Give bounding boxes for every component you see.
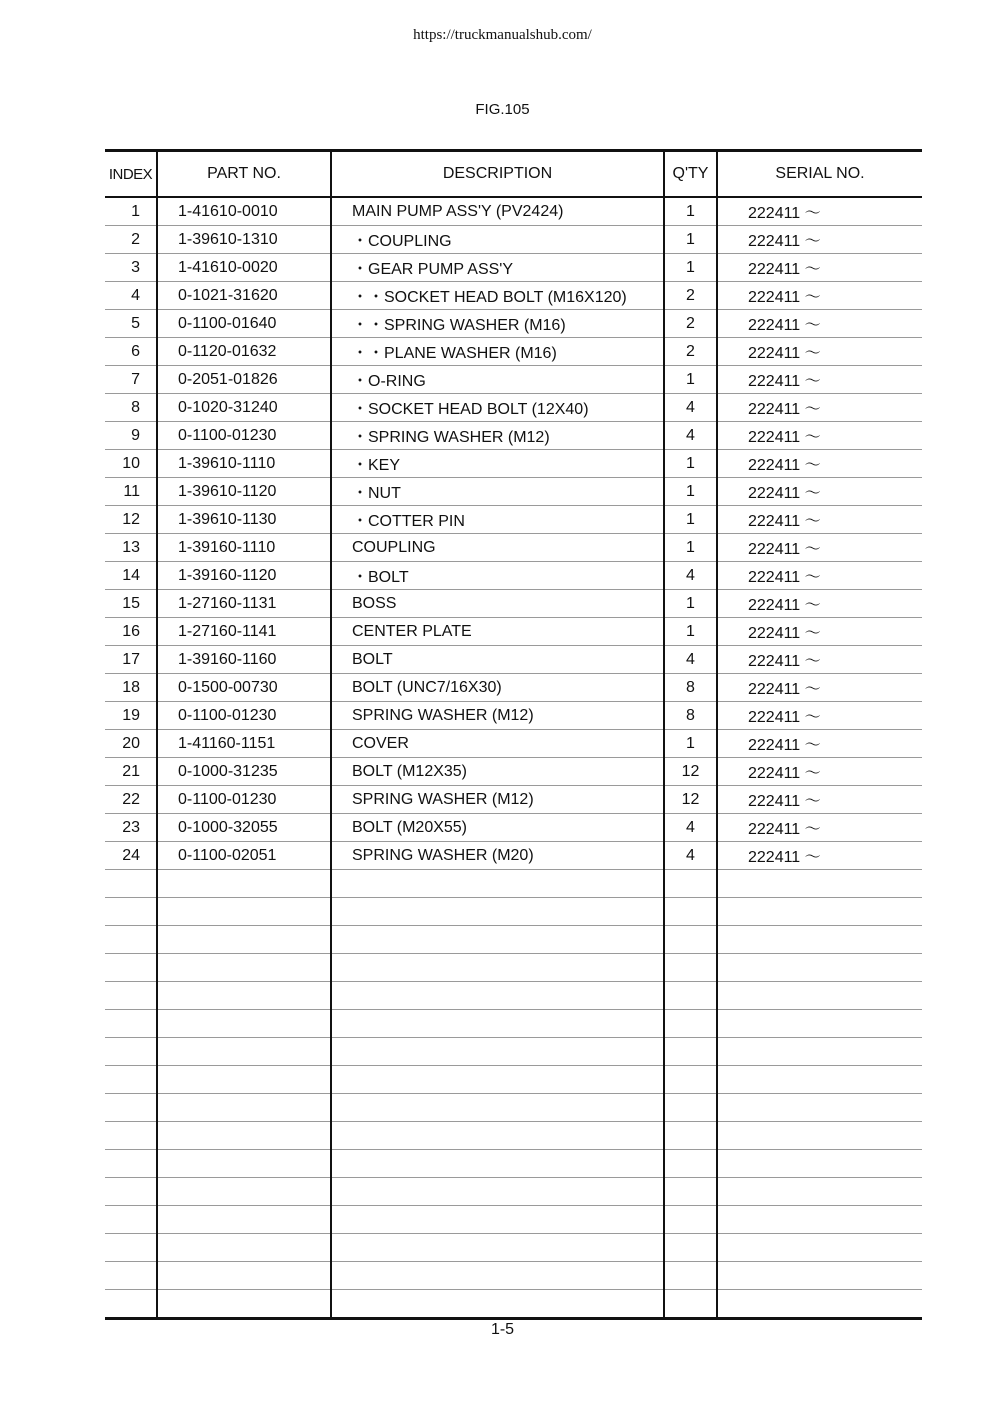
empty-cell-index bbox=[105, 926, 157, 954]
table-row bbox=[105, 618, 922, 646]
cell-description: ・KEY bbox=[331, 450, 664, 478]
empty-cell-description bbox=[331, 1010, 664, 1038]
cell-index: 1 bbox=[105, 197, 157, 226]
empty-cell-part-no bbox=[157, 898, 331, 926]
cell-serial-no: 222411 ～ bbox=[717, 506, 922, 534]
cell-description: BOLT (UNC7/16X30) bbox=[331, 674, 664, 702]
cell-description: CENTER PLATE bbox=[331, 618, 664, 646]
empty-cell-qty bbox=[664, 1178, 717, 1206]
cell-index: 9 bbox=[105, 422, 157, 450]
empty-table-row bbox=[105, 1206, 922, 1234]
table-row bbox=[105, 646, 922, 674]
cell-serial-no: 222411 ～ bbox=[717, 562, 922, 590]
cell-description: ・・SOCKET HEAD BOLT (M16X120) bbox=[331, 282, 664, 310]
cell-serial-no: 222411 ～ bbox=[717, 702, 922, 730]
cell-description: BOSS bbox=[331, 590, 664, 618]
empty-table-row bbox=[105, 1010, 922, 1038]
cell-qty: 1 bbox=[664, 618, 717, 646]
empty-cell-description bbox=[331, 1150, 664, 1178]
empty-cell-part-no bbox=[157, 1122, 331, 1150]
empty-cell-part-no bbox=[157, 1290, 331, 1319]
cell-serial-no: 222411 ～ bbox=[717, 338, 922, 366]
cell-description: ・SOCKET HEAD BOLT (12X40) bbox=[331, 394, 664, 422]
empty-cell-serial-no bbox=[717, 1094, 922, 1122]
cell-description: ・COUPLING bbox=[331, 226, 664, 254]
empty-cell-serial-no bbox=[717, 1262, 922, 1290]
empty-cell-index bbox=[105, 1010, 157, 1038]
column-header-serial-no: SERIAL NO. bbox=[717, 151, 922, 198]
table-header-row bbox=[105, 151, 922, 198]
empty-cell-serial-no bbox=[717, 1066, 922, 1094]
empty-cell-part-no bbox=[157, 1038, 331, 1066]
empty-cell-qty bbox=[664, 1066, 717, 1094]
parts-table bbox=[105, 149, 922, 1320]
empty-cell-serial-no bbox=[717, 954, 922, 982]
empty-cell-description bbox=[331, 1262, 664, 1290]
cell-part-no: 1-27160-1131 bbox=[157, 590, 331, 618]
cell-qty: 8 bbox=[664, 702, 717, 730]
empty-cell-serial-no bbox=[717, 1234, 922, 1262]
cell-serial-no: 222411 ～ bbox=[717, 534, 922, 562]
empty-cell-description bbox=[331, 1122, 664, 1150]
table-row bbox=[105, 310, 922, 338]
cell-qty: 1 bbox=[664, 730, 717, 758]
empty-cell-description bbox=[331, 1094, 664, 1122]
cell-qty: 2 bbox=[664, 282, 717, 310]
empty-table-row bbox=[105, 870, 922, 898]
empty-cell-description bbox=[331, 1066, 664, 1094]
empty-table-row bbox=[105, 1234, 922, 1262]
empty-cell-index bbox=[105, 1262, 157, 1290]
empty-cell-index bbox=[105, 898, 157, 926]
cell-description: SPRING WASHER (M20) bbox=[331, 842, 664, 870]
table-row bbox=[105, 842, 922, 870]
cell-qty: 1 bbox=[664, 197, 717, 226]
cell-description: ・・PLANE WASHER (M16) bbox=[331, 338, 664, 366]
cell-part-no: 1-41610-0020 bbox=[157, 254, 331, 282]
empty-cell-serial-no bbox=[717, 1290, 922, 1319]
cell-qty: 12 bbox=[664, 758, 717, 786]
cell-qty: 1 bbox=[664, 366, 717, 394]
empty-cell-index bbox=[105, 1066, 157, 1094]
empty-cell-description bbox=[331, 1178, 664, 1206]
cell-serial-no: 222411 ～ bbox=[717, 478, 922, 506]
empty-cell-qty bbox=[664, 1290, 717, 1319]
cell-part-no: 0-1000-31235 bbox=[157, 758, 331, 786]
cell-serial-no: 222411 ～ bbox=[717, 422, 922, 450]
cell-serial-no: 222411 ～ bbox=[717, 730, 922, 758]
column-header-qty: Q'TY bbox=[664, 151, 717, 198]
table-row bbox=[105, 282, 922, 310]
empty-cell-index bbox=[105, 870, 157, 898]
table-row bbox=[105, 338, 922, 366]
cell-description: BOLT bbox=[331, 646, 664, 674]
cell-index: 11 bbox=[105, 478, 157, 506]
empty-table-row bbox=[105, 1066, 922, 1094]
cell-part-no: 1-39160-1120 bbox=[157, 562, 331, 590]
empty-cell-part-no bbox=[157, 1010, 331, 1038]
table-row bbox=[105, 254, 922, 282]
cell-part-no: 1-27160-1141 bbox=[157, 618, 331, 646]
cell-description: ・GEAR PUMP ASS'Y bbox=[331, 254, 664, 282]
cell-serial-no: 222411 ～ bbox=[717, 394, 922, 422]
cell-qty: 4 bbox=[664, 814, 717, 842]
cell-serial-no: 222411 ～ bbox=[717, 842, 922, 870]
cell-qty: 2 bbox=[664, 310, 717, 338]
cell-description: ・・SPRING WASHER (M16) bbox=[331, 310, 664, 338]
empty-cell-qty bbox=[664, 926, 717, 954]
cell-qty: 1 bbox=[664, 226, 717, 254]
cell-qty: 1 bbox=[664, 534, 717, 562]
table-row bbox=[105, 562, 922, 590]
cell-description: ・NUT bbox=[331, 478, 664, 506]
empty-cell-part-no bbox=[157, 870, 331, 898]
empty-cell-description bbox=[331, 1038, 664, 1066]
empty-cell-serial-no bbox=[717, 1206, 922, 1234]
cell-qty: 1 bbox=[664, 506, 717, 534]
empty-cell-part-no bbox=[157, 1178, 331, 1206]
cell-part-no: 0-1120-01632 bbox=[157, 338, 331, 366]
table-row bbox=[105, 730, 922, 758]
table-row bbox=[105, 450, 922, 478]
empty-table-row bbox=[105, 898, 922, 926]
empty-cell-description bbox=[331, 926, 664, 954]
empty-cell-part-no bbox=[157, 1150, 331, 1178]
empty-cell-index bbox=[105, 1094, 157, 1122]
cell-description: ・O-RING bbox=[331, 366, 664, 394]
page-number: 1-5 bbox=[490, 1321, 515, 1338]
cell-description: COVER bbox=[331, 730, 664, 758]
cell-part-no: 0-1100-01230 bbox=[157, 422, 331, 450]
cell-serial-no: 222411 ～ bbox=[717, 618, 922, 646]
cell-serial-no: 222411 ～ bbox=[717, 758, 922, 786]
empty-cell-qty bbox=[664, 1150, 717, 1178]
cell-serial-no: 222411 ～ bbox=[717, 366, 922, 394]
table-row bbox=[105, 422, 922, 450]
cell-index: 17 bbox=[105, 646, 157, 674]
table-row bbox=[105, 226, 922, 254]
cell-serial-no: 222411 ～ bbox=[717, 590, 922, 618]
cell-qty: 4 bbox=[664, 842, 717, 870]
empty-cell-serial-no bbox=[717, 898, 922, 926]
empty-cell-index bbox=[105, 982, 157, 1010]
empty-cell-part-no bbox=[157, 926, 331, 954]
cell-part-no: 1-39610-1110 bbox=[157, 450, 331, 478]
empty-cell-description bbox=[331, 1234, 664, 1262]
cell-part-no: 1-39160-1160 bbox=[157, 646, 331, 674]
empty-cell-qty bbox=[664, 1262, 717, 1290]
cell-qty: 4 bbox=[664, 646, 717, 674]
cell-index: 16 bbox=[105, 618, 157, 646]
cell-qty: 1 bbox=[664, 590, 717, 618]
table-row bbox=[105, 366, 922, 394]
empty-cell-part-no bbox=[157, 1262, 331, 1290]
cell-part-no: 1-41610-0010 bbox=[157, 197, 331, 226]
cell-part-no: 0-1100-01230 bbox=[157, 786, 331, 814]
empty-cell-qty bbox=[664, 1038, 717, 1066]
cell-index: 12 bbox=[105, 506, 157, 534]
cell-part-no: 0-1500-00730 bbox=[157, 674, 331, 702]
empty-table-row bbox=[105, 1038, 922, 1066]
cell-index: 2 bbox=[105, 226, 157, 254]
cell-qty: 2 bbox=[664, 338, 717, 366]
cell-part-no: 1-41160-1151 bbox=[157, 730, 331, 758]
empty-cell-serial-no bbox=[717, 982, 922, 1010]
cell-index: 20 bbox=[105, 730, 157, 758]
cell-qty: 1 bbox=[664, 478, 717, 506]
cell-serial-no: 222411 ～ bbox=[717, 646, 922, 674]
empty-cell-qty bbox=[664, 1234, 717, 1262]
empty-cell-qty bbox=[664, 870, 717, 898]
cell-serial-no: 222411 ～ bbox=[717, 310, 922, 338]
cell-index: 14 bbox=[105, 562, 157, 590]
empty-cell-part-no bbox=[157, 1206, 331, 1234]
empty-cell-description bbox=[331, 1290, 664, 1319]
cell-index: 10 bbox=[105, 450, 157, 478]
empty-cell-part-no bbox=[157, 1234, 331, 1262]
cell-serial-no: 222411 ～ bbox=[717, 814, 922, 842]
cell-serial-no: 222411 ～ bbox=[717, 197, 922, 226]
empty-cell-serial-no bbox=[717, 870, 922, 898]
cell-part-no: 1-39610-1310 bbox=[157, 226, 331, 254]
empty-cell-description bbox=[331, 898, 664, 926]
cell-serial-no: 222411 ～ bbox=[717, 786, 922, 814]
cell-part-no: 0-1000-32055 bbox=[157, 814, 331, 842]
cell-description: MAIN PUMP ASS'Y (PV2424) bbox=[331, 197, 664, 226]
empty-cell-part-no bbox=[157, 982, 331, 1010]
cell-part-no: 0-1100-02051 bbox=[157, 842, 331, 870]
table-row bbox=[105, 506, 922, 534]
cell-description: ・BOLT bbox=[331, 562, 664, 590]
empty-cell-part-no bbox=[157, 1066, 331, 1094]
cell-description: ・COTTER PIN bbox=[331, 506, 664, 534]
cell-serial-no: 222411 ～ bbox=[717, 450, 922, 478]
empty-table-row bbox=[105, 1290, 922, 1319]
empty-cell-serial-no bbox=[717, 1178, 922, 1206]
cell-index: 22 bbox=[105, 786, 157, 814]
empty-cell-description bbox=[331, 954, 664, 982]
table-row bbox=[105, 590, 922, 618]
cell-part-no: 1-39610-1130 bbox=[157, 506, 331, 534]
cell-serial-no: 222411 ～ bbox=[717, 282, 922, 310]
cell-description: BOLT (M12X35) bbox=[331, 758, 664, 786]
column-header-index: INDEX bbox=[105, 151, 157, 198]
table-row bbox=[105, 478, 922, 506]
column-header-description: DESCRIPTION bbox=[331, 151, 664, 198]
cell-index: 19 bbox=[105, 702, 157, 730]
cell-index: 23 bbox=[105, 814, 157, 842]
cell-description: ・SPRING WASHER (M12) bbox=[331, 422, 664, 450]
empty-cell-serial-no bbox=[717, 1122, 922, 1150]
empty-table-row bbox=[105, 1262, 922, 1290]
table-row bbox=[105, 534, 922, 562]
cell-part-no: 1-39160-1110 bbox=[157, 534, 331, 562]
empty-cell-qty bbox=[664, 1206, 717, 1234]
cell-description: BOLT (M20X55) bbox=[331, 814, 664, 842]
cell-description: SPRING WASHER (M12) bbox=[331, 702, 664, 730]
empty-cell-qty bbox=[664, 1122, 717, 1150]
empty-table-row bbox=[105, 954, 922, 982]
empty-cell-description bbox=[331, 1206, 664, 1234]
cell-index: 8 bbox=[105, 394, 157, 422]
cell-index: 18 bbox=[105, 674, 157, 702]
empty-cell-qty bbox=[664, 1010, 717, 1038]
parts-table-body bbox=[105, 197, 922, 1319]
figure-title: FIG.105 bbox=[475, 101, 530, 118]
source-url: https://truckmanualshub.com/ bbox=[413, 27, 592, 43]
empty-cell-part-no bbox=[157, 954, 331, 982]
empty-cell-index bbox=[105, 1150, 157, 1178]
cell-qty: 8 bbox=[664, 674, 717, 702]
empty-table-row bbox=[105, 926, 922, 954]
empty-cell-index bbox=[105, 1178, 157, 1206]
cell-index: 24 bbox=[105, 842, 157, 870]
cell-part-no: 0-2051-01826 bbox=[157, 366, 331, 394]
empty-cell-index bbox=[105, 1122, 157, 1150]
cell-qty: 4 bbox=[664, 562, 717, 590]
table-row bbox=[105, 758, 922, 786]
cell-part-no: 0-1100-01230 bbox=[157, 702, 331, 730]
cell-part-no: 1-39610-1120 bbox=[157, 478, 331, 506]
empty-cell-index bbox=[105, 954, 157, 982]
empty-cell-qty bbox=[664, 898, 717, 926]
table-row bbox=[105, 394, 922, 422]
empty-table-row bbox=[105, 1122, 922, 1150]
empty-cell-serial-no bbox=[717, 1150, 922, 1178]
table-row bbox=[105, 814, 922, 842]
table-row bbox=[105, 674, 922, 702]
empty-cell-serial-no bbox=[717, 1010, 922, 1038]
empty-cell-description bbox=[331, 982, 664, 1010]
empty-cell-index bbox=[105, 1038, 157, 1066]
cell-index: 3 bbox=[105, 254, 157, 282]
empty-table-row bbox=[105, 1150, 922, 1178]
cell-qty: 12 bbox=[664, 786, 717, 814]
empty-cell-index bbox=[105, 1206, 157, 1234]
empty-cell-description bbox=[331, 870, 664, 898]
table-row bbox=[105, 702, 922, 730]
cell-part-no: 0-1020-31240 bbox=[157, 394, 331, 422]
empty-cell-serial-no bbox=[717, 1038, 922, 1066]
cell-qty: 4 bbox=[664, 422, 717, 450]
cell-index: 7 bbox=[105, 366, 157, 394]
empty-cell-qty bbox=[664, 1094, 717, 1122]
cell-index: 13 bbox=[105, 534, 157, 562]
column-header-part-no: PART NO. bbox=[157, 151, 331, 198]
empty-cell-serial-no bbox=[717, 926, 922, 954]
cell-qty: 1 bbox=[664, 254, 717, 282]
cell-index: 6 bbox=[105, 338, 157, 366]
empty-table-row bbox=[105, 1178, 922, 1206]
empty-cell-index bbox=[105, 1234, 157, 1262]
cell-description: COUPLING bbox=[331, 534, 664, 562]
cell-qty: 4 bbox=[664, 394, 717, 422]
table-row bbox=[105, 786, 922, 814]
cell-description: SPRING WASHER (M12) bbox=[331, 786, 664, 814]
cell-part-no: 0-1021-31620 bbox=[157, 282, 331, 310]
cell-serial-no: 222411 ～ bbox=[717, 254, 922, 282]
empty-cell-qty bbox=[664, 982, 717, 1010]
empty-table-row bbox=[105, 1094, 922, 1122]
empty-table-row bbox=[105, 982, 922, 1010]
cell-index: 15 bbox=[105, 590, 157, 618]
empty-cell-qty bbox=[664, 954, 717, 982]
cell-part-no: 0-1100-01640 bbox=[157, 310, 331, 338]
cell-index: 5 bbox=[105, 310, 157, 338]
cell-index: 21 bbox=[105, 758, 157, 786]
table-row bbox=[105, 197, 922, 226]
cell-serial-no: 222411 ～ bbox=[717, 674, 922, 702]
cell-qty: 1 bbox=[664, 450, 717, 478]
cell-serial-no: 222411 ～ bbox=[717, 226, 922, 254]
empty-cell-part-no bbox=[157, 1094, 331, 1122]
empty-cell-index bbox=[105, 1290, 157, 1319]
cell-index: 4 bbox=[105, 282, 157, 310]
